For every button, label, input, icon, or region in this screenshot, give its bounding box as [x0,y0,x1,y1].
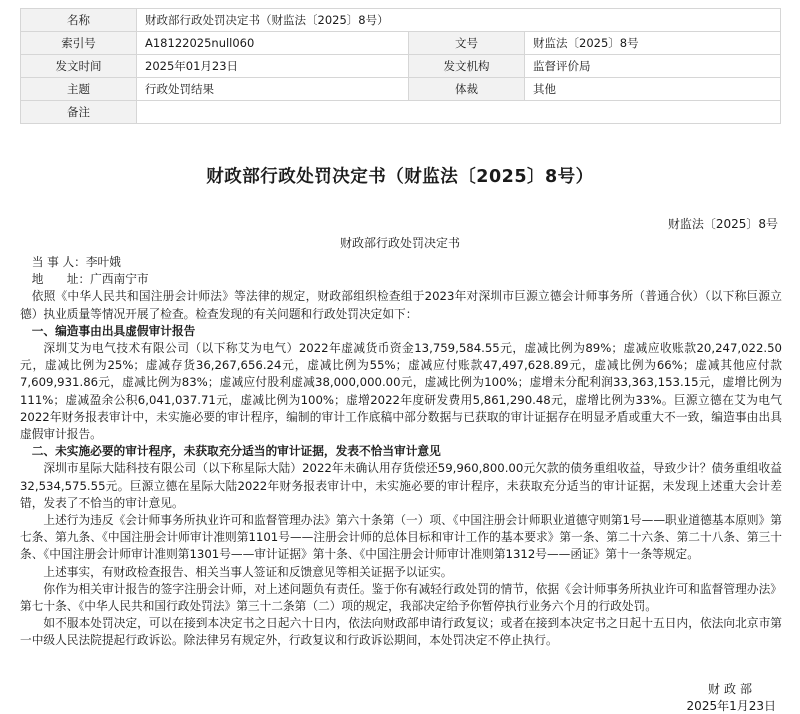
party-line: 当 事 人：李叶娥 [31,255,121,269]
meta-row-index [21,32,781,55]
meta-row-date [21,55,781,78]
appeal-paragraph: 如不服本处罚决定，可以在接到本决定书之日起六十日内，依法向财政部申请行政复议；或者在接到本决定书之日起十五日内，依法向北京市第一中级人民法院提起行政诉讼。除法律另有规定外，行政复议和行政诉讼期间，本处罚决定不停止执行。 [20,616,782,648]
meta-value-index: A18122025null060 [137,32,409,55]
meta-row-remark [21,101,781,124]
meta-value-issuer: 监督评价局 [525,55,781,78]
meta-key-topic: 主题 [21,78,137,101]
meta-key-docno: 文号 [409,32,525,55]
section2-heading: 二、未实施必要的审计程序，未获取充分适当的审计证据，发表不恰当审计意见 [31,444,441,459]
section1-paragraph: 深圳艾为电气技术有限公司（以下称艾为电气）2022年虚减货币资金13,759,584.55元，虚减比例为89%；虚减应收账款20,247,022.50元，虚减比例为25%；虚减存货36,267,656.24元，虚减比例为55%；虚减应付账款47,497,628.89元，虚减比例为66%；虚减其他应付款7,609,931.86元，虚减比例为83%；虚减应付股利虚减38,000,000.00元，虚减比例为100%；虚增未分配利润33,363,153.15元，虚增比例为111%；虚减盈余公积6,041,037.71元，虚减比例为100%；虚增2022年度研发费用5,861,290.48元，虚增比例为33%。巨源立德在艾为电气2022年财务报表审计中，未实施必要的审计程序，编制的审计工作底稿中部分数据与已获取的审计证据存在明显矛盾或重大不一致，编造事由出具虚假审计报告。 [20,341,782,442]
address-line: 地 址：广西南宁市 [31,272,149,287]
metadata-table [20,8,781,124]
signature-organization: 财政部 [707,682,756,696]
document-subtitle: 财政部行政处罚决定书 [339,236,460,250]
document-number: 财监法〔2025〕8号 [667,217,778,231]
meta-value-topic: 行政处罚结果 [137,78,409,101]
meta-key-remark: 备注 [21,101,137,124]
meta-value-remark [137,101,781,124]
meta-value-docno: 财监法〔2025〕8号 [525,32,781,55]
meta-value-name: 财政部行政处罚决定书（财监法〔2025〕8号） [137,9,781,32]
meta-key-genre: 体裁 [409,78,525,101]
meta-value-genre: 其他 [525,78,781,101]
meta-key-date: 发文时间 [21,55,137,78]
document-title: 财政部行政处罚决定书（财监法〔2025〕8号） [206,167,594,187]
meta-value-date: 2025年01月23日 [137,55,409,78]
document-body [20,254,782,650]
decision-paragraph: 你作为相关审计报告的签字注册会计师，对上述问题负有责任。鉴于你有减轻行政处罚的情节，依据《会计师事务所执业许可和监督管理办法》第七十条、《中华人民共和国行政处罚法》第三十二条第（二）项的规定，我部决定给予你暂停执行业务六个月的行政处罚。 [20,581,782,614]
meta-key-name: 名称 [21,9,137,32]
section1-heading: 一、编造事由出具虚假审计报告 [31,323,196,338]
intro-paragraph: 依照《中华人民共和国注册会计师法》等法律的规定，财政部组织检查组于2023年对深圳市巨源立德会计师事务所（普通合伙）（以下称巨源立德）执业质量等情况开展了检查。检查发现的有关问题和行政处罚决定如下： [20,289,782,321]
law-paragraph: 上述行为违反《会计师事务所执业许可和监督管理办法》第六十条第（一）项、《中国注册会计师职业道德守则第1号——职业道德基本原则》第七条、第九条、《中国注册会计师审计准则第1101号——注册会计师的总体目标和审计工作的基本要求》第一条、第二十六条、第二十八条、第三十条、《中国注册会计师审计准则第1301号——审计证据》第十条、《中国注册会计师审计准则第1312号——函证》第十一条等规定。 [20,513,782,562]
signature-date: 2025年1月23日 [686,699,776,713]
section2-paragraph: 深圳市星际大陆科技有限公司（以下称星际大陆）2022年未确认用存货偿还59,960,800.00元欠款的债务重组收益，导致少计？债务重组收益32,534,575.55元。巨源立德在星际大陆2022年财务报表审计中，未实施必要的审计程序，未获取充分适当的审计证据，未发现上述重大会计差错，发表了不恰当的审计意见。 [20,461,782,510]
meta-key-index: 索引号 [21,32,137,55]
meta-row-topic [21,78,781,101]
meta-key-issuer: 发文机构 [409,55,525,78]
meta-row-name [21,9,781,32]
facts-paragraph: 上述事实，有财政检查报告、相关当事人签证和反馈意见等相关证据予以证实。 [43,564,453,579]
